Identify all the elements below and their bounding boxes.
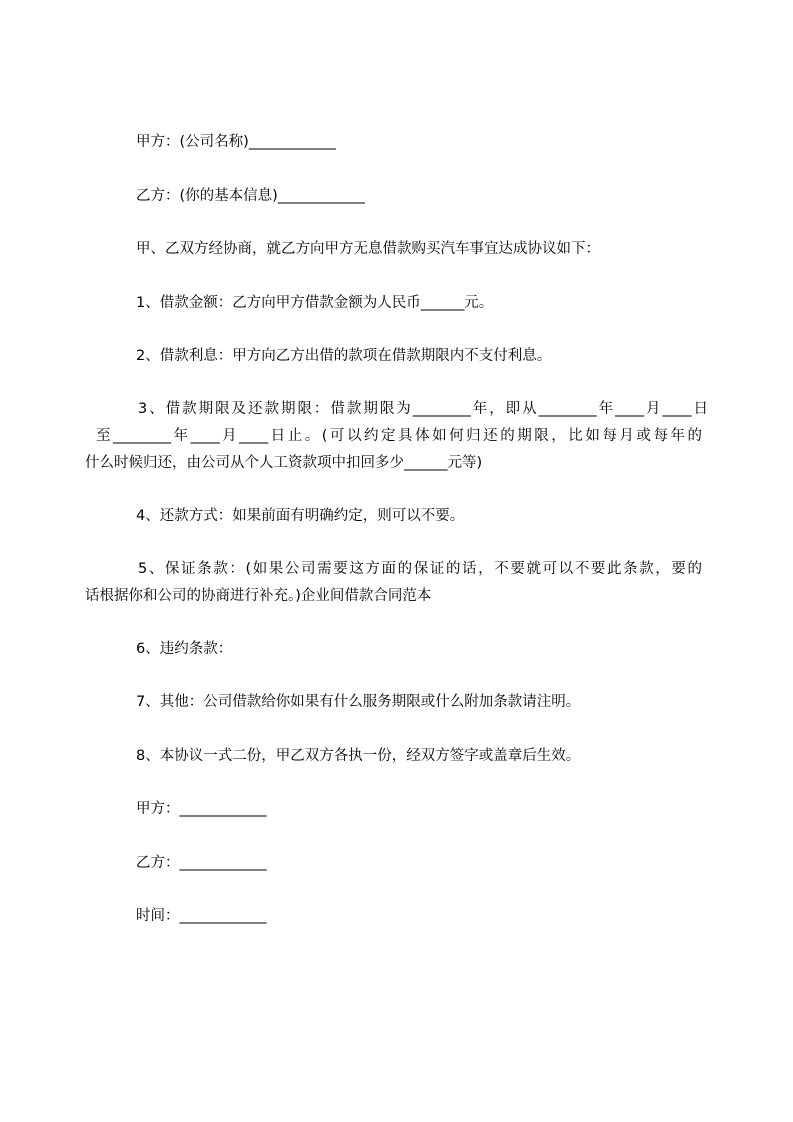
- clause-3-line-2: 至________年____月____日止。(可以约定具体如何归还的期限，比如每月或每年的: [96, 428, 702, 444]
- clause-3-line-3: 什么时候归还，由公司从个人工资款项中扣回多少______元等): [85, 455, 483, 471]
- clause-5-line-2: 话根据你和公司的协商进行补充。)企业间借款合同范本: [85, 588, 432, 604]
- clause-3-line-1: 3、借款期限及还款期限：借款期限为________年，即从________年____月____日: [138, 401, 708, 417]
- intro-paragraph: 甲、乙双方经协商，就乙方向甲方无息借款购买汽车事宜达成协议如下：: [136, 241, 600, 257]
- signature-party-b: 乙方：____________: [136, 855, 267, 871]
- party-b-info-line: 乙方：(你的基本信息)____________: [136, 188, 365, 204]
- clause-6-breach: 6、违约条款：: [136, 641, 233, 657]
- clause-5-line-1: 5、保证条款：(如果公司需要这方面的保证的话，不要就可以不要此条款，要的: [138, 561, 702, 577]
- clause-1-loan-amount: 1、借款金额：乙方向甲方借款金额为人民币______元。: [136, 295, 494, 311]
- signature-party-a: 甲方：____________: [136, 801, 267, 817]
- clause-7-other: 7、其他：公司借款给你如果有什么服务期限或什么附加条款请注明。: [136, 694, 581, 710]
- clause-8-copies: 8、本协议一式二份，甲乙双方各执一份，经双方签字或盖章后生效。: [136, 748, 581, 764]
- clause-4-repayment-method: 4、还款方式：如果前面有明确约定，则可以不要。: [136, 508, 465, 524]
- clause-2-interest: 2、借款利息：甲方向乙方出借的款项在借款期限内不支付利息。: [136, 348, 552, 364]
- signature-date: 时间：____________: [136, 908, 267, 924]
- party-a-company-line: 甲方：(公司名称)____________: [136, 134, 336, 150]
